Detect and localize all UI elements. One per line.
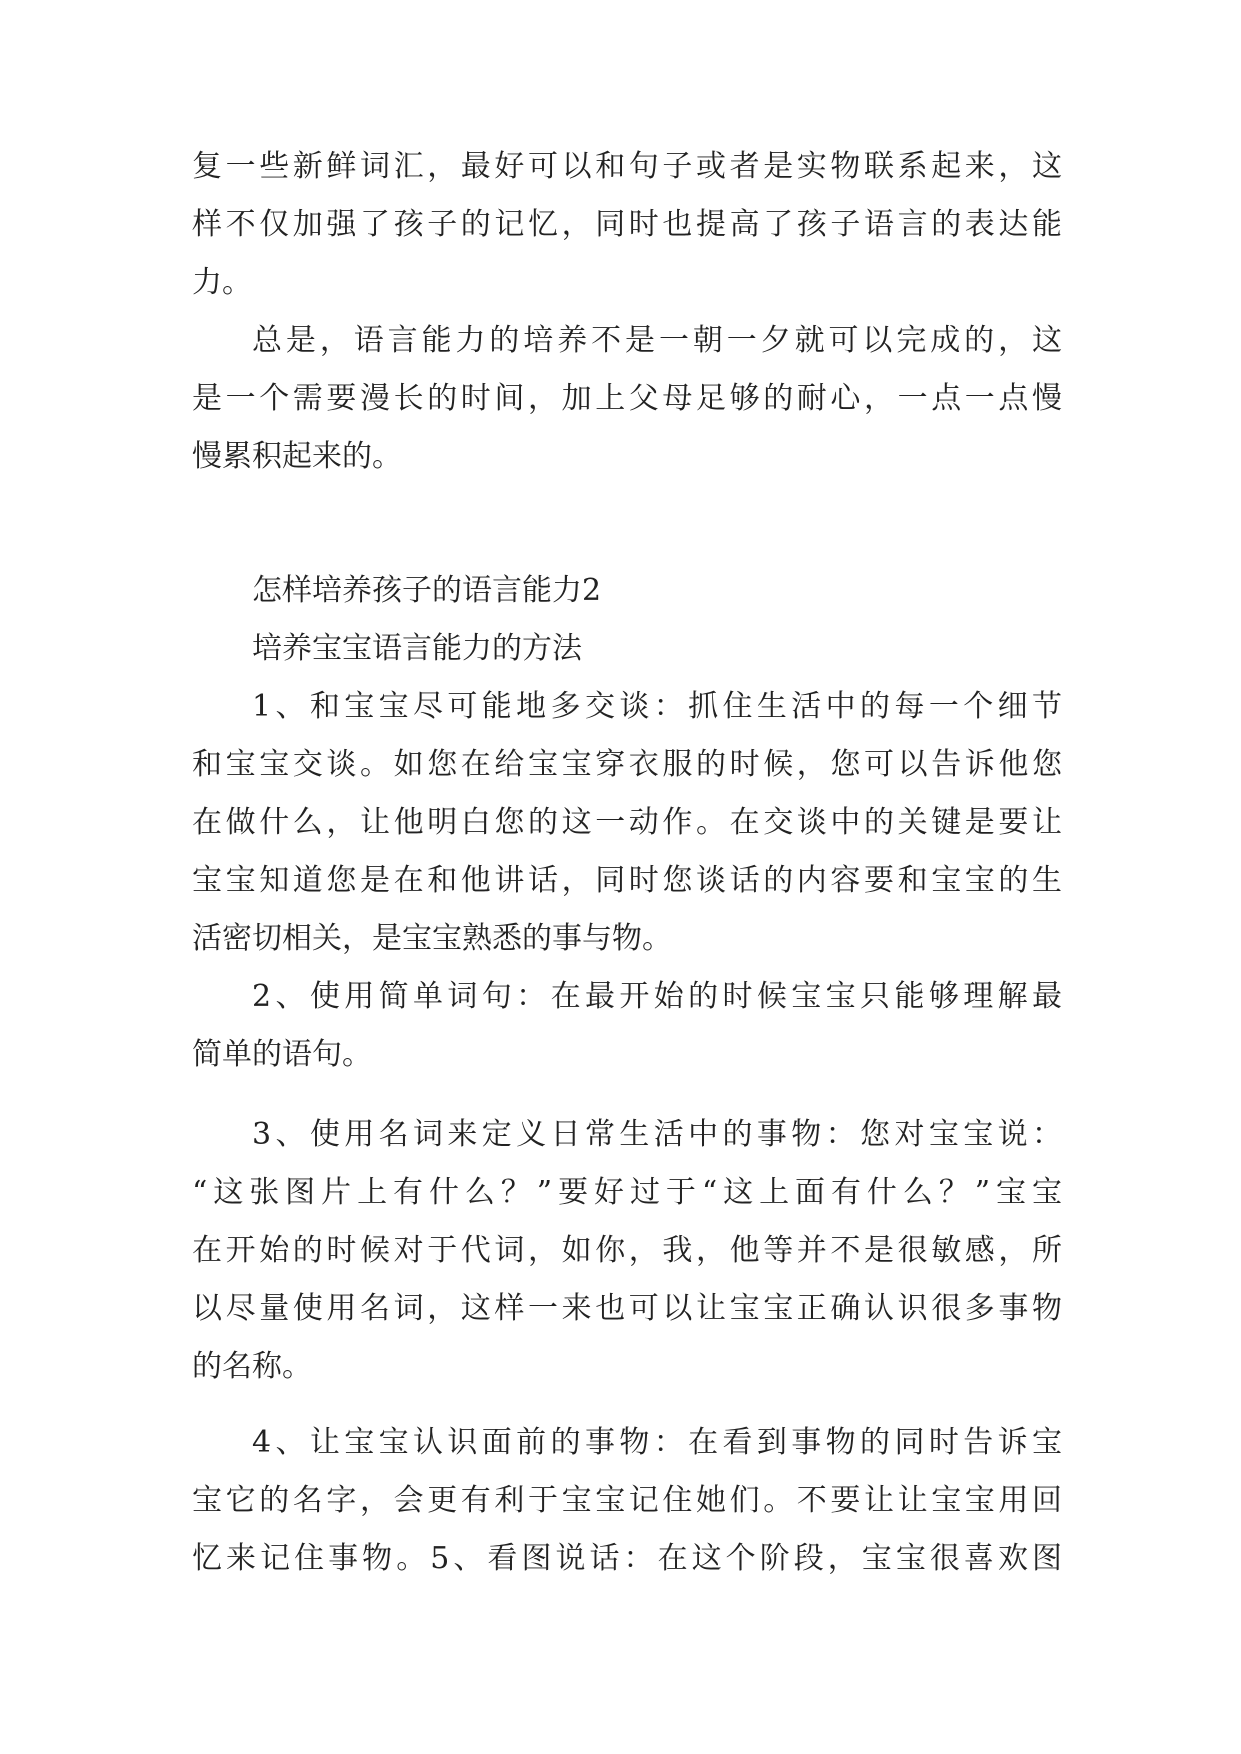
- text-line: 在做什么，让他明白您的这一动作。在交谈中的关键是要让: [192, 805, 1062, 840]
- text-line: 1、和宝宝尽可能地多交谈：抓住生活中的每一个细节: [252, 689, 1062, 724]
- text-line: 4、让宝宝认识面前的事物：在看到事物的同时告诉宝: [252, 1425, 1062, 1460]
- text-line: 在开始的时候对于代词，如你，我，他等并不是很敏感，所: [192, 1233, 1062, 1268]
- text-line: 忆来记住事物。5、看图说话：在这个阶段，宝宝很喜欢图: [192, 1541, 1062, 1576]
- text-line: 宝宝知道您是在和他讲话，同时您谈话的内容要和宝宝的生: [192, 863, 1062, 898]
- text-line: 慢累积起来的。: [192, 439, 402, 474]
- text-line: 以尽量使用名词，这样一来也可以让宝宝正确认识很多事物: [192, 1291, 1062, 1326]
- text-line: 总是，语言能力的培养不是一朝一夕就可以完成的，这: [252, 323, 1062, 358]
- text-line: 活密切相关，是宝宝熟悉的事与物。: [192, 921, 672, 956]
- text-line: 2、使用简单词句：在最开始的时候宝宝只能够理解最: [252, 979, 1062, 1014]
- text-line: 复一些新鲜词汇，最好可以和句子或者是实物联系起来，这: [192, 149, 1062, 184]
- section-heading: 怎样培养孩子的语言能力2: [252, 573, 602, 608]
- text-line: 的名称。: [192, 1349, 312, 1384]
- text-line: 是一个需要漫长的时间，加上父母足够的耐心，一点一点慢: [192, 381, 1062, 416]
- section-subheading: 培养宝宝语言能力的方法: [252, 631, 582, 666]
- text-line: “这张图片上有什么？”要好过于“这上面有什么？”宝宝: [192, 1175, 1062, 1210]
- text-line: 样不仅加强了孩子的记忆，同时也提高了孩子语言的表达能: [192, 207, 1062, 242]
- text-line: 简单的语句。: [192, 1037, 372, 1072]
- text-line: 力。: [192, 265, 252, 300]
- text-line: 和宝宝交谈。如您在给宝宝穿衣服的时候，您可以告诉他您: [192, 747, 1062, 782]
- text-line: 宝它的名字，会更有利于宝宝记住她们。不要让让宝宝用回: [192, 1483, 1062, 1518]
- text-line: 3、使用名词来定义日常生活中的事物：您对宝宝说：: [252, 1117, 1062, 1152]
